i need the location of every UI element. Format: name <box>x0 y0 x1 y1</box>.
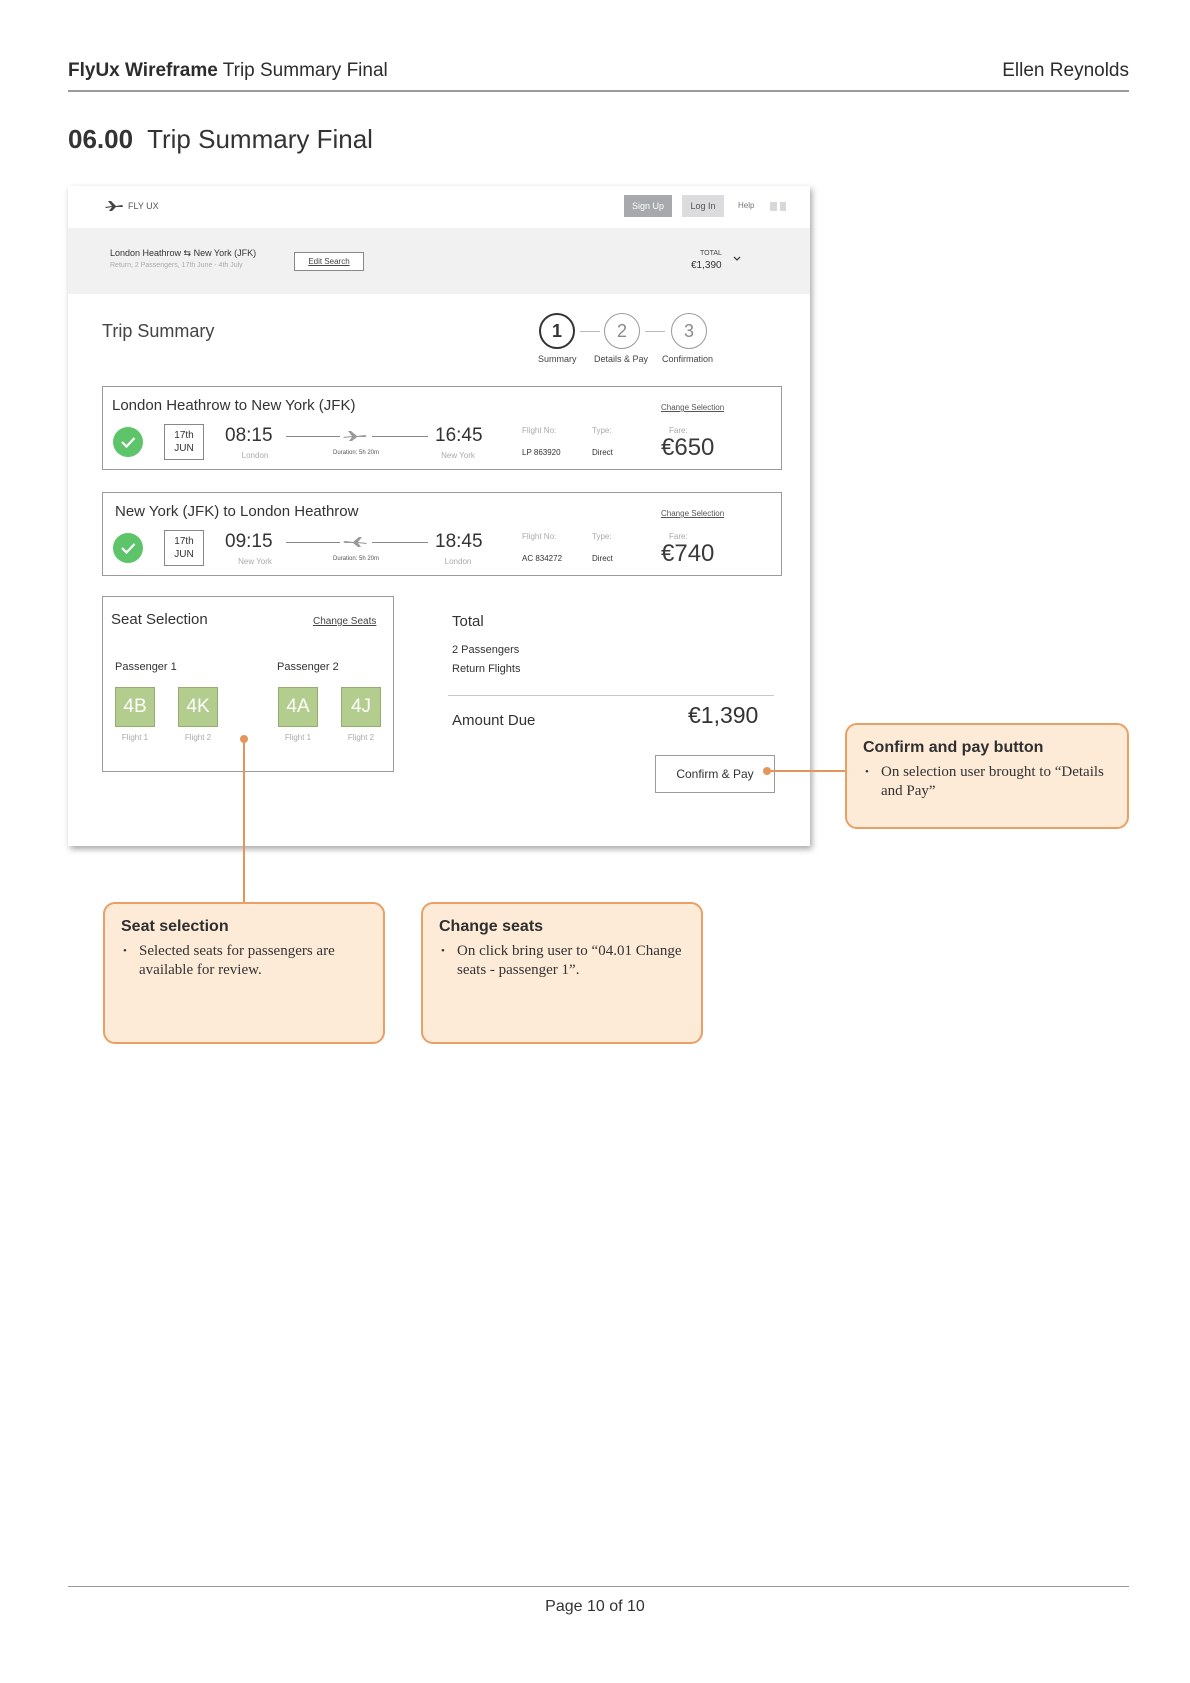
annotation-title: Confirm and pay button <box>863 739 1044 756</box>
menu-icon[interactable] <box>770 202 786 211</box>
change-seats-annotation <box>421 902 703 1044</box>
flight-date: 17th JUN <box>164 424 204 460</box>
outbound-flight-card <box>102 386 782 470</box>
step-connector <box>645 331 665 332</box>
step-2-label: Details & Pay <box>594 354 649 364</box>
doc-author: Ellen Reynolds <box>1002 60 1129 81</box>
annotation-text: • On selection user brought to “Details and Pay” <box>863 763 1111 801</box>
seat-selection-panel <box>102 596 394 772</box>
document-header <box>68 56 1129 92</box>
departure-time: 09:15 <box>225 531 273 552</box>
flight-route-title: New York (JFK) to London Heathrow <box>115 503 359 520</box>
route-line <box>286 542 340 543</box>
app-logo[interactable] <box>104 200 159 212</box>
return-flight-card <box>102 492 782 576</box>
change-seats-link[interactable]: Change Seats <box>313 616 377 627</box>
arrival-city: New York <box>441 451 475 460</box>
seat-selection-title: Seat Selection <box>111 611 208 628</box>
page-number: Page 10 of 10 <box>545 1598 645 1615</box>
amount-due-value: €1,390 <box>688 702 759 728</box>
step-1-circle: 1 <box>539 313 575 349</box>
flight-type: Direct <box>592 448 613 457</box>
change-selection-link[interactable]: Change Selection <box>661 509 725 518</box>
section-heading <box>68 124 373 155</box>
change-selection-link[interactable]: Change Selection <box>661 403 725 412</box>
search-summary-bar <box>68 228 810 294</box>
check-icon <box>113 427 143 457</box>
step-3-label: Confirmation <box>662 354 714 364</box>
doc-subtitle: Trip Summary Final <box>222 60 388 81</box>
total-passengers: 2 Passengers <box>452 644 520 656</box>
flight-type-label: Type: <box>592 426 612 435</box>
confirm-pay-annotation <box>845 723 1129 829</box>
flight-number: AC 834272 <box>522 554 563 563</box>
fare-value: €740 <box>661 540 715 567</box>
flight-type-label: Type: <box>592 532 612 541</box>
edit-search-button[interactable]: Edit Search <box>294 252 364 271</box>
header-total-label: TOTAL <box>700 250 722 257</box>
step-1-label: Summary <box>538 354 577 364</box>
annotation-title: Seat selection <box>121 918 229 935</box>
step-connector <box>580 331 600 332</box>
app-logo-text: FLY UX <box>128 201 159 211</box>
fare-value: €650 <box>661 434 715 461</box>
airplane-logo-icon <box>104 200 124 212</box>
search-details: Return, 2 Passengers, 17th June - 4th July <box>110 262 243 269</box>
total-title: Total <box>452 613 484 630</box>
annotation-connector <box>243 739 245 902</box>
total-trip-type: Return Flights <box>452 663 521 675</box>
wireframe-screen <box>68 186 810 846</box>
step-2-circle: 2 <box>604 313 640 349</box>
departure-city: London <box>241 451 269 460</box>
fare-label: Fare: <box>669 426 688 435</box>
header-total-value: €1,390 <box>691 260 722 271</box>
annotation-text: • On click bring user to “04.01 Change seats - passenger 1”. <box>439 942 685 980</box>
doc-brand: FlyUx Wireframe <box>68 60 218 81</box>
seat-flight-label: Flight 1 <box>284 733 312 742</box>
flight-number-label: Flight No: <box>522 426 557 435</box>
passenger-2-label: Passenger 2 <box>277 661 339 673</box>
flight-duration: Duration: 5h 20m <box>332 450 380 456</box>
help-link[interactable]: Help <box>738 201 755 210</box>
seat-tile[interactable]: 4K <box>178 687 218 727</box>
step-3-circle: 3 <box>671 313 707 349</box>
fare-label: Fare: <box>669 532 688 541</box>
passenger-1-label: Passenger 1 <box>115 661 177 673</box>
check-icon <box>113 533 143 563</box>
seat-tile[interactable]: 4B <box>115 687 155 727</box>
departure-city: New York <box>238 557 272 566</box>
seat-flight-label: Flight 1 <box>121 733 149 742</box>
route-line <box>372 542 428 543</box>
flight-route-title: London Heathrow to New York (JFK) <box>112 397 356 414</box>
arrival-time: 18:45 <box>435 531 483 552</box>
seat-tile[interactable]: 4A <box>278 687 318 727</box>
divider <box>448 695 774 696</box>
annotation-connector <box>767 770 847 772</box>
seat-flight-label: Flight 2 <box>184 733 212 742</box>
route-line <box>286 436 340 437</box>
airplane-icon <box>342 536 368 548</box>
flight-duration: Duration: 5h 20m <box>332 556 380 562</box>
footer-rule <box>68 1586 1129 1587</box>
app-topbar <box>68 186 810 228</box>
section-title: Trip Summary Final <box>147 124 373 154</box>
search-route: London Heathrow ⇆ New York (JFK) <box>110 248 257 258</box>
log-in-button[interactable]: Log In <box>682 195 724 217</box>
chevron-down-icon[interactable] <box>732 254 742 264</box>
seat-selection-annotation <box>103 902 385 1044</box>
flight-number-label: Flight No: <box>522 532 557 541</box>
arrival-city: London <box>444 557 472 566</box>
flight-date: 17th JUN <box>164 530 204 566</box>
route-line <box>372 436 428 437</box>
airplane-icon <box>342 430 368 442</box>
flight-type: Direct <box>592 554 613 563</box>
arrival-time: 16:45 <box>435 425 483 446</box>
annotation-text: • Selected seats for passengers are available for review. <box>121 942 367 980</box>
sign-up-button[interactable]: Sign Up <box>624 195 672 217</box>
seat-flight-label: Flight 2 <box>347 733 375 742</box>
amount-due-label: Amount Due <box>452 712 536 729</box>
flight-number: LP 863920 <box>522 448 561 457</box>
departure-time: 08:15 <box>225 425 273 446</box>
confirm-pay-button[interactable]: Confirm & Pay <box>655 755 775 793</box>
page-title: Trip Summary <box>102 321 215 341</box>
annotation-title: Change seats <box>439 918 544 935</box>
seat-tile[interactable]: 4J <box>341 687 381 727</box>
section-number: 06.00 <box>68 124 134 154</box>
